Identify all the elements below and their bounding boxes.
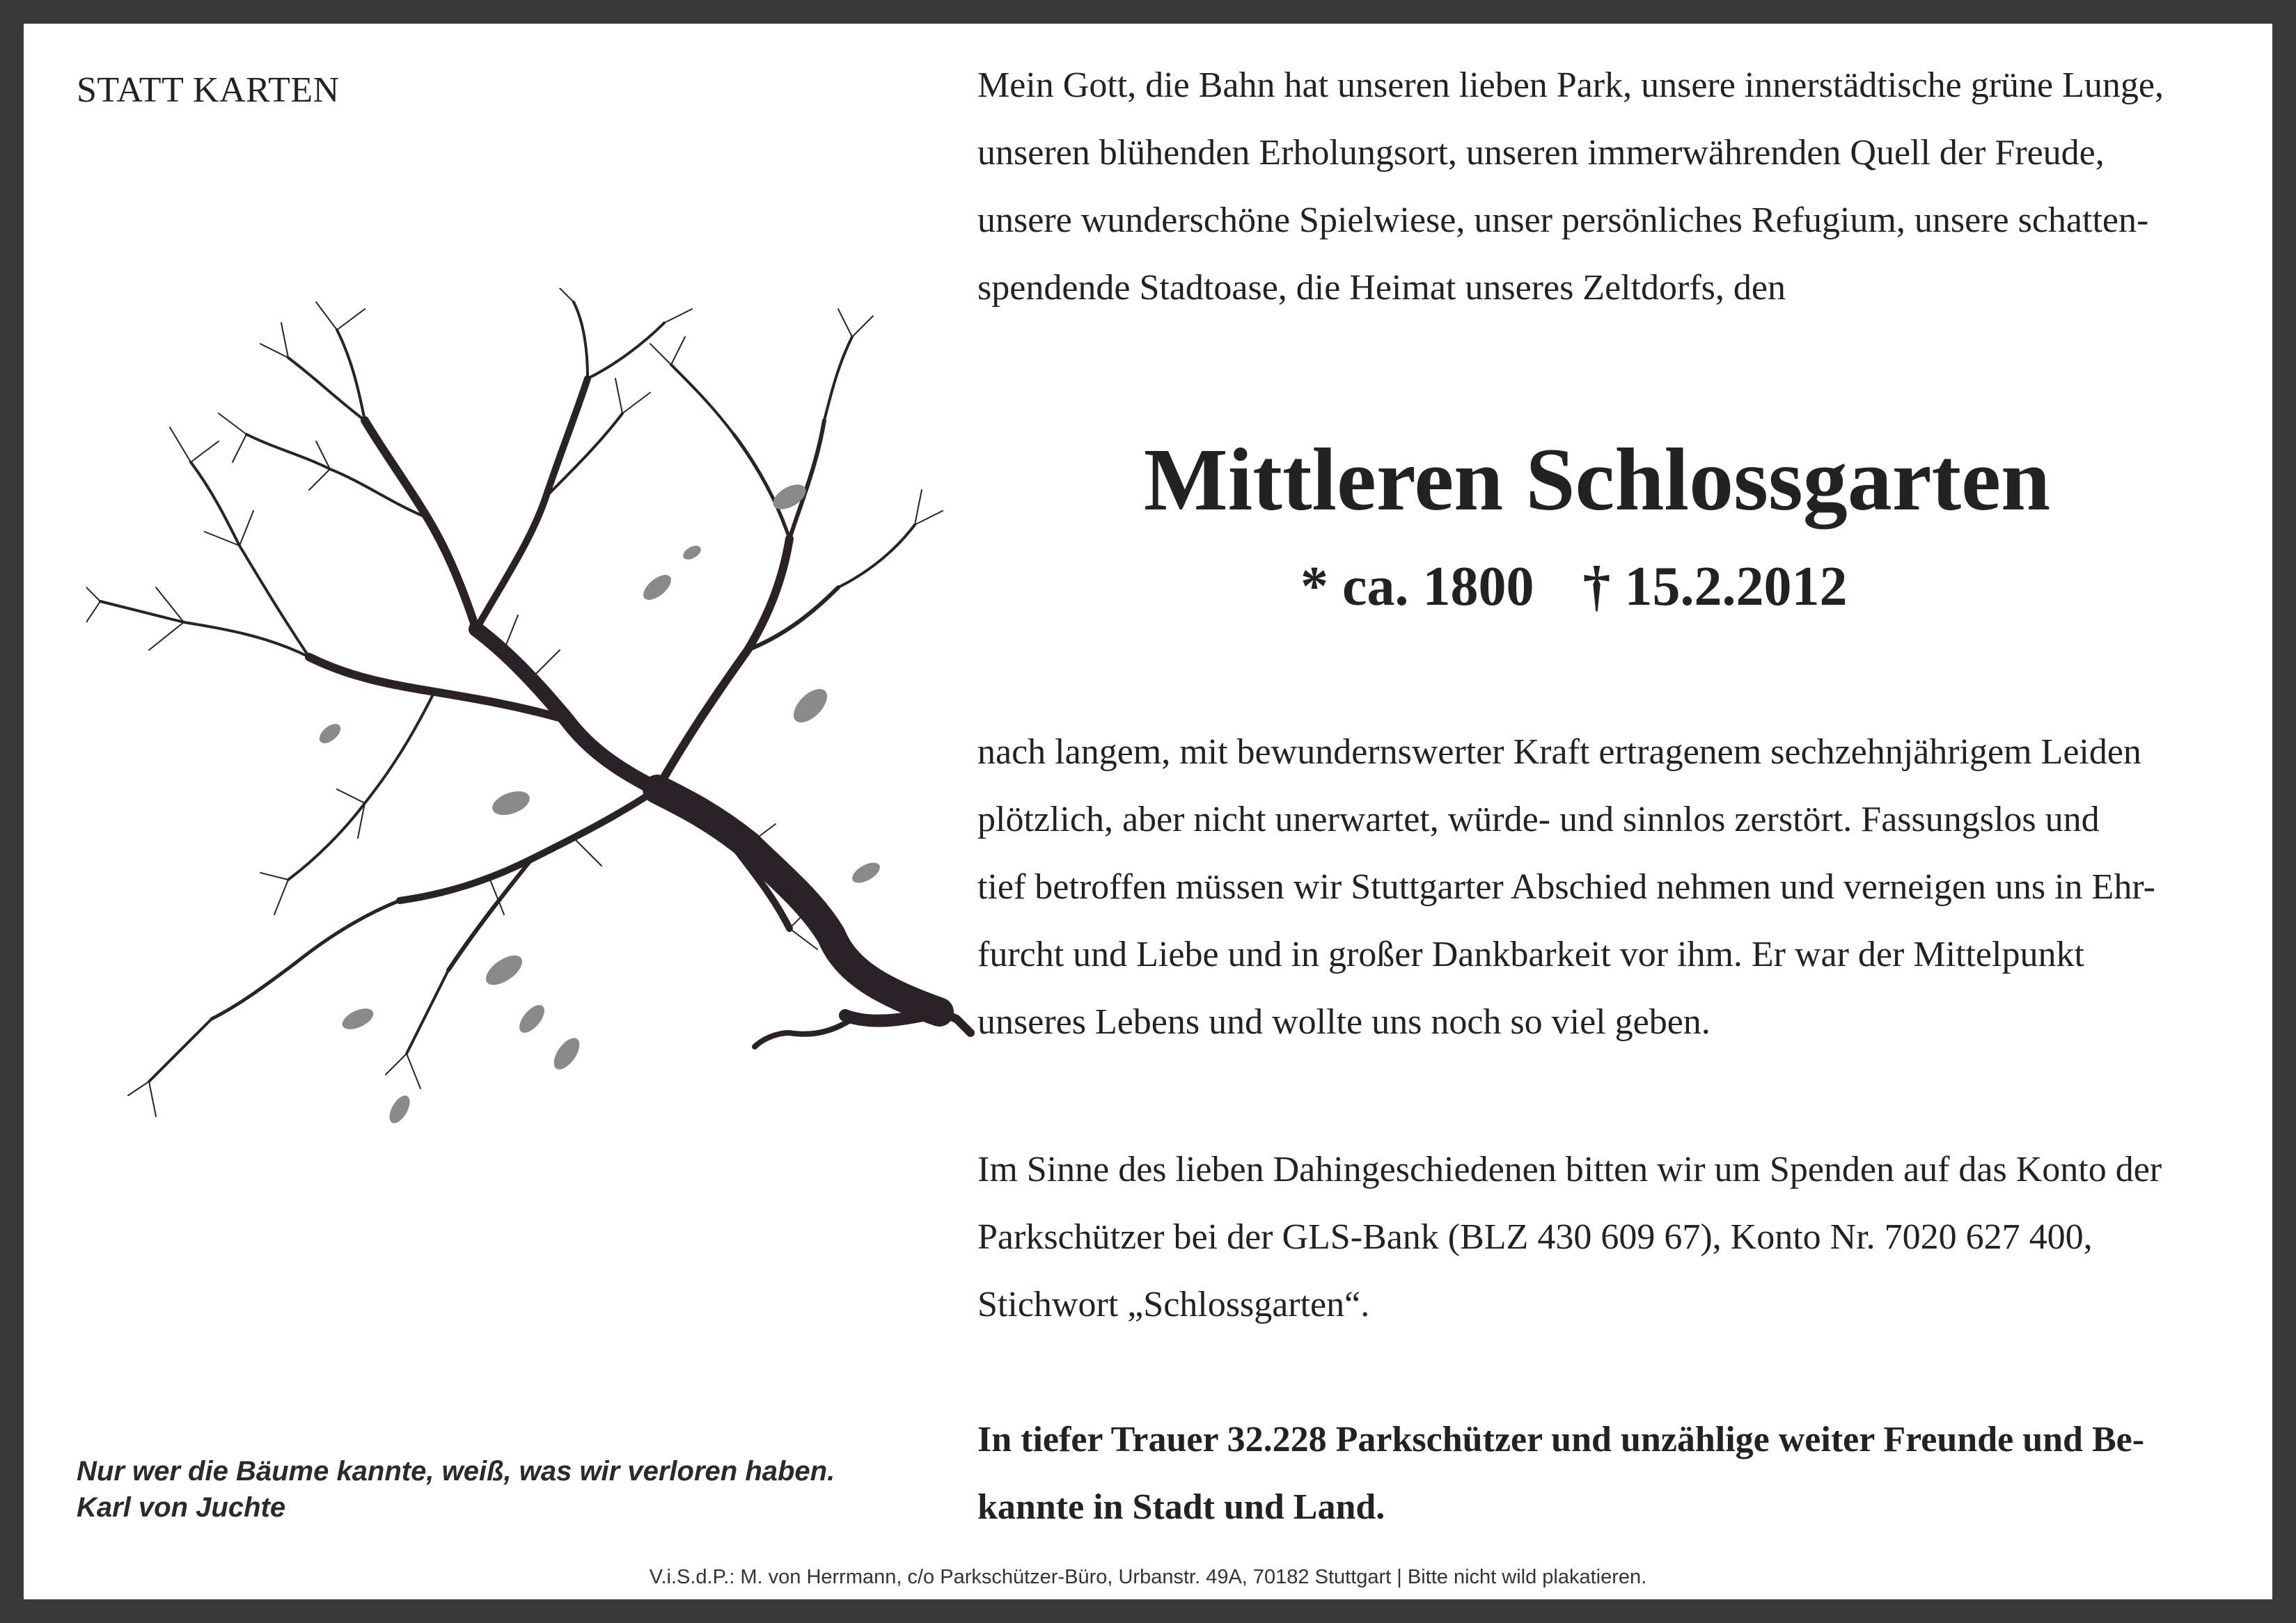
bare-tree-icon <box>86 288 991 1158</box>
intro-line: unsere wunderschöne Spielwiese, unser persönliches Refugium, unsere schatten- <box>977 200 2149 240</box>
body-line: unseres Lebens und wollte uns noch so viel geben. <box>977 1002 1711 1042</box>
imprint-footer: V.i.S.d.P.: M. von Herrmann, c/o Parkschützer-Büro, Urbanstr. 49A, 70182 Stuttgart | Bitte nicht wild plakatieren. <box>649 1566 1647 1588</box>
donation-line: Stichwort „Schlossgarten“. <box>977 1285 1370 1324</box>
intro-line: unseren blühenden Erholungsort, unseren immerwährenden Quell der Freude, <box>977 133 2105 173</box>
intro-paragraph <box>977 52 2251 322</box>
obituary-sheet <box>24 24 2272 1599</box>
quote-text: Nur wer die Bäume kannte, weiß, was wir verloren haben. <box>77 1456 835 1487</box>
body-line: nach langem, mit bewundernswerter Kraft ertragenem sechzehnjährigem Leiden <box>977 732 2141 772</box>
body-line: tief betroffen müssen wir Stuttgarter Abschied nehmen und verneigen uns in Ehr- <box>977 867 2155 907</box>
statt-karten-label: STATT KARTEN <box>77 70 340 110</box>
donation-line: Im Sinne des lieben Dahingeschiedenen bitten wir um Spenden auf das Konto der <box>977 1150 2162 1189</box>
body-paragraph <box>977 718 2251 1056</box>
mourners-paragraph <box>977 1406 2251 1541</box>
donation-paragraph <box>977 1136 2251 1338</box>
life-dates <box>1300 555 1848 619</box>
death-date: † 15.2.2012 <box>1582 556 1848 617</box>
body-line: plötzlich, aber nicht unerwartet, würde- und sinnlos zerstört. Fassungslos und <box>977 800 2100 839</box>
mourners-line: In tiefer Trauer 32.228 Parkschützer und unzählige weiter Freunde und Be- <box>977 1420 2145 1459</box>
deceased-name: Mittleren Schlossgarten <box>1143 430 2051 529</box>
body-line: furcht und Liebe und in großer Dankbarkeit vor ihm. Er war der Mittelpunkt <box>977 935 2084 974</box>
donation-line: Parkschützer bei der GLS-Bank (BLZ 430 609 67), Konto Nr. 7020 627 400, <box>977 1217 2093 1257</box>
quote-block <box>77 1453 835 1526</box>
mourners-line: kannte in Stadt und Land. <box>977 1487 1385 1527</box>
intro-line: spendende Stadtoase, die Heimat unseres Zeltdorfs, den <box>977 268 1786 308</box>
birth-date: * ca. 1800 <box>1300 556 1534 617</box>
intro-line: Mein Gott, die Bahn hat unseren lieben Park, unsere innerstädtische grüne Lunge, <box>977 65 2164 105</box>
quote-author: Karl von Juchte <box>77 1492 286 1523</box>
